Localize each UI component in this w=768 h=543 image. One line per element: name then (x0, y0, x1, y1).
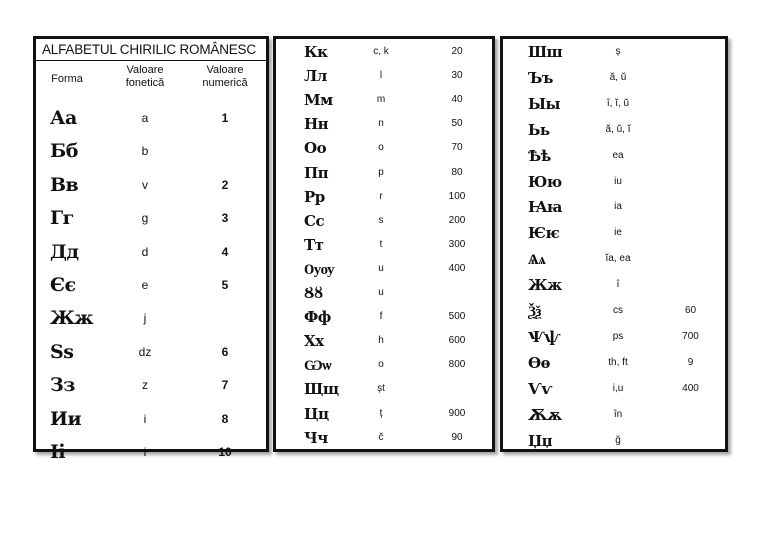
numeric-value: 80 (451, 166, 463, 178)
phonetic-value: o (378, 142, 384, 154)
letter-glyph: Єє (50, 274, 76, 296)
numeric-value: 400 (682, 382, 699, 394)
phonetic-value: ea (612, 149, 624, 161)
phonetic-value: th, ft (608, 356, 628, 368)
letter-row (276, 403, 492, 425)
letter-row (503, 171, 725, 193)
phonetic-value: g (141, 211, 149, 226)
letter-row (503, 274, 725, 296)
letter-row (276, 137, 492, 159)
phonetic-value: i (143, 411, 147, 426)
letter-row (36, 337, 266, 367)
numeric-value: 100 (448, 190, 466, 202)
numeric-value: 600 (448, 335, 466, 347)
letter-row (36, 103, 266, 133)
letter-row (36, 270, 266, 300)
letter-row (276, 89, 492, 111)
phonetic-value: z (142, 378, 148, 393)
letter-glyph: Ѥѥ (528, 224, 560, 243)
letter-row (36, 303, 266, 333)
letter-row (36, 170, 266, 200)
numeric-value: 900 (448, 407, 466, 419)
alphabet-panel-1 (33, 36, 269, 463)
letter-row (276, 41, 492, 63)
phonetic-value: ă, ŭ (609, 71, 627, 83)
letter-row (276, 354, 492, 376)
letter-glyph: Бб (50, 140, 78, 163)
phonetic-value: î (616, 279, 620, 291)
letter-row (503, 93, 725, 115)
letter-row (503, 248, 725, 270)
letter-row (503, 222, 725, 244)
letter-glyph: Дд (50, 240, 79, 263)
phonetic-value: l (379, 70, 383, 82)
phonetic-value: ș (615, 46, 621, 57)
phonetic-value: b (141, 144, 149, 159)
letter-rows (36, 95, 266, 470)
phonetic-value: șt (377, 383, 385, 395)
letter-row (276, 258, 492, 280)
letter-row (503, 300, 725, 322)
numeric-value: 20 (451, 46, 463, 57)
phonetic-value: j (143, 311, 147, 326)
letter-row (276, 234, 492, 256)
numeric-value: 200 (448, 214, 466, 226)
letter-glyph: Чч (304, 428, 328, 447)
phonetic-value: č (378, 431, 384, 443)
phonetic-value: r (379, 190, 383, 202)
letter-glyph: Нн (304, 115, 329, 134)
letter-glyph: Пп (304, 163, 329, 182)
numeric-value: 10 (218, 445, 232, 459)
letter-row (276, 113, 492, 135)
phonetic-value: i (143, 445, 147, 459)
letter-glyph: Аа (50, 107, 77, 129)
phonetic-value: t (379, 238, 383, 250)
letter-rows (503, 39, 725, 455)
numeric-value: 6 (221, 344, 229, 359)
letter-row (503, 378, 725, 400)
letter-glyph: Ьь (528, 120, 550, 139)
letter-glyph: Ѕѕ (50, 340, 74, 363)
letter-row (503, 119, 725, 141)
phonetic-value: v (142, 177, 148, 192)
letter-glyph: Рр (304, 187, 325, 206)
letter-row (36, 370, 266, 400)
numeric-value: 40 (451, 94, 463, 106)
letter-row (276, 186, 492, 208)
phonetic-value: u (378, 287, 384, 298)
letter-glyph: Ѣѣ (528, 146, 551, 165)
letter-glyph: Ѱѱ (528, 327, 561, 346)
numeric-value: 2 (221, 177, 229, 192)
numeric-value: 1 (221, 111, 229, 125)
letter-glyph: Ѵѵ (528, 379, 552, 398)
letter-row (503, 41, 725, 63)
phonetic-value: o (378, 359, 384, 371)
letter-glyph: Ȣȣ (304, 284, 323, 302)
numeric-value: 90 (451, 431, 463, 443)
phonetic-value: s (378, 214, 384, 226)
letter-glyph: Вв (50, 173, 79, 196)
phonetic-value: a (141, 111, 149, 125)
letter-glyph: Мм (304, 91, 333, 110)
letter-row (503, 196, 725, 218)
table-header (36, 61, 266, 95)
letter-row (36, 237, 266, 267)
phonetic-value: h (378, 335, 384, 347)
letter-row (276, 162, 492, 184)
letter-glyph: Тт (304, 235, 324, 254)
numeric-value: 8 (221, 411, 229, 426)
letter-glyph: Гг (50, 207, 74, 230)
letter-glyph: Юю (528, 172, 562, 191)
letter-glyph: Цц (304, 404, 329, 423)
phonetic-value: cs (613, 305, 623, 316)
phonetic-value: ie (614, 227, 622, 239)
letter-row (276, 210, 492, 232)
phonetic-value: i,u (612, 382, 624, 394)
letter-row (503, 430, 725, 452)
letter-rows (276, 39, 492, 451)
numeric-value: 400 (448, 262, 466, 274)
numeric-value: 5 (221, 278, 229, 292)
alphabet-panel-3 (500, 36, 728, 452)
phonetic-value: în (613, 408, 623, 420)
letter-glyph: Сс (304, 211, 325, 230)
letter-glyph: Ѡѡ (304, 356, 332, 375)
numeric-value: 300 (448, 238, 466, 250)
letter-glyph: Џџ (528, 431, 553, 450)
letter-row (276, 378, 492, 400)
numeric-value: 3 (221, 211, 229, 226)
numeric-value: 7 (221, 378, 229, 393)
phonetic-value: î, ĭ, ŭ (606, 97, 630, 109)
phonetic-value: ia (614, 201, 622, 213)
letter-row (276, 282, 492, 304)
letter-glyph: Оо (304, 139, 327, 158)
phonetic-value: ğ (615, 434, 621, 446)
letter-row (503, 145, 725, 167)
letter-glyph: Ѫѫ (528, 405, 562, 424)
numeric-value: 60 (684, 305, 697, 316)
letter-glyph: Ѯѯ (528, 302, 541, 320)
letter-glyph: Ии (50, 407, 82, 430)
phonetic-value: ps (612, 330, 624, 342)
table-title: ALFABETUL CHIRILIC ROMÂNESC (36, 39, 266, 61)
header-valoare-fonetica: Valoare fonetică (125, 64, 165, 89)
letter-row (276, 330, 492, 352)
letter-glyph: Шш (528, 43, 563, 61)
numeric-value: 800 (448, 359, 466, 371)
phonetic-value: ț (379, 407, 383, 419)
letter-glyph: Жж (50, 307, 94, 330)
letter-row (276, 306, 492, 328)
numeric-value: 700 (682, 330, 699, 342)
letter-glyph: Ъъ (528, 68, 553, 87)
numeric-value: 50 (451, 118, 463, 130)
letter-row (36, 136, 266, 166)
letter-glyph: Іі (50, 441, 66, 463)
letter-glyph: Лл (304, 67, 327, 86)
phonetic-value: dz (138, 344, 152, 359)
letter-row (276, 427, 492, 449)
header-valoare-numerica: Valoare numerică (202, 64, 248, 89)
phonetic-value: p (378, 166, 384, 178)
letter-glyph: Ѧѧ (528, 250, 546, 269)
phonetic-value: d (141, 244, 149, 259)
letter-row (503, 67, 725, 89)
letter-glyph: Кк (304, 43, 328, 61)
letter-glyph: Ѳѳ (528, 353, 550, 372)
phonetic-value: n (378, 118, 384, 130)
header-forma: Forma (51, 73, 83, 85)
letter-glyph: Ыы (528, 94, 561, 113)
letter-glyph: Хх (304, 332, 324, 351)
phonetic-value: m (376, 94, 386, 106)
phonetic-value: ĭa, ea (605, 253, 631, 265)
letter-row (276, 65, 492, 87)
letter-glyph: Ѹѹ (304, 259, 334, 278)
numeric-value: 9 (687, 356, 694, 368)
letter-row (36, 404, 266, 434)
letter-row (36, 437, 266, 467)
phonetic-value: iu (614, 175, 622, 187)
numeric-value: 30 (451, 70, 463, 82)
phonetic-value: e (141, 278, 149, 292)
letter-glyph: Ꙗꙗ (528, 198, 562, 217)
phonetic-value: f (379, 311, 383, 323)
letter-row (503, 326, 725, 348)
numeric-value: 500 (448, 311, 466, 323)
phonetic-value: c, k (373, 46, 389, 57)
phonetic-value: ă, ŭ, ĭ (605, 123, 631, 135)
phonetic-value: u (378, 262, 384, 274)
numeric-value: 70 (451, 142, 463, 154)
alphabet-panel-2 (273, 36, 495, 452)
numeric-value: 4 (221, 244, 229, 259)
letter-glyph: Фф (304, 308, 331, 327)
letter-glyph: Зз (50, 374, 75, 397)
letter-row (503, 352, 725, 374)
letter-row (36, 203, 266, 233)
letter-row (503, 404, 725, 426)
letter-glyph: Щщ (304, 380, 339, 399)
letter-glyph: Жж (528, 276, 562, 295)
